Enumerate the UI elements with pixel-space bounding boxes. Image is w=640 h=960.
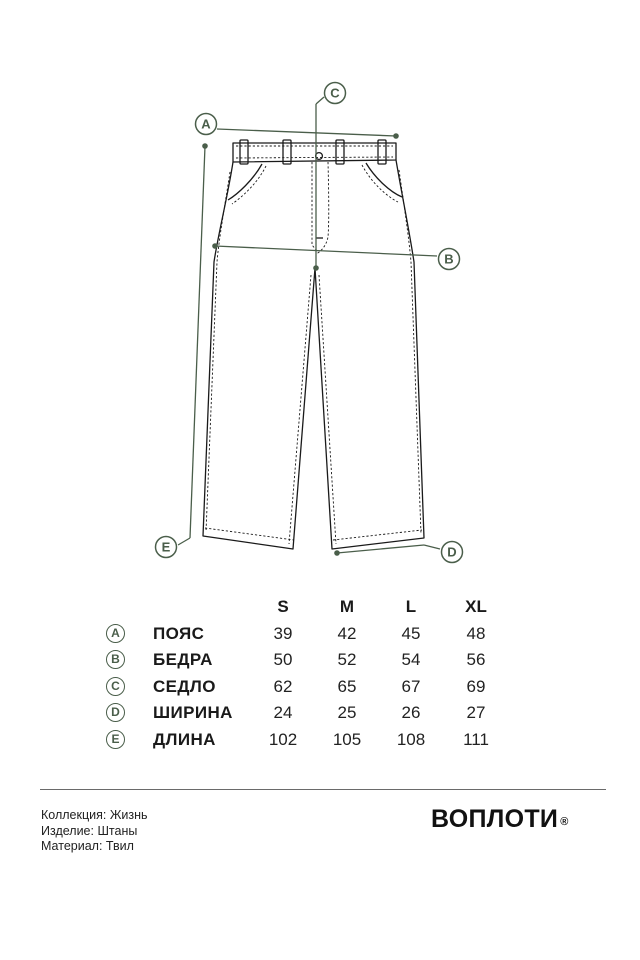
row-letter-badge: A: [106, 624, 125, 643]
svg-text:D: D: [447, 544, 457, 560]
value-s: 24: [273, 703, 293, 722]
callout-a: [196, 114, 217, 135]
size-table: [100, 594, 520, 753]
value-l: 67: [401, 676, 421, 696]
size-table-header: [100, 594, 520, 621]
value-s: 62: [273, 676, 293, 696]
value-xl: 27: [466, 703, 486, 722]
row-measure-name: БЕДРА: [153, 650, 213, 669]
value-xl: 48: [466, 623, 486, 643]
footer-divider: [40, 789, 606, 790]
svg-text:E: E: [161, 539, 171, 555]
callout-e: [156, 537, 177, 558]
measure-e-length: [178, 143, 208, 545]
row-letter-badge: D: [106, 703, 125, 722]
value-m: 25: [337, 703, 357, 722]
measure-a-waist: [217, 129, 399, 139]
value-m: 42: [337, 623, 357, 643]
value-xl: 69: [466, 676, 486, 696]
value-s: 102: [268, 729, 298, 749]
measure-c-rise: [313, 97, 324, 271]
brand-name: ВОПЛОТИ: [431, 805, 559, 833]
svg-text:A: A: [201, 116, 211, 132]
callout-d: [442, 542, 463, 563]
value-m: 52: [337, 650, 357, 669]
size-row-waist: [100, 621, 520, 648]
brand-logo: [431, 805, 569, 834]
callout-b: [439, 249, 460, 270]
callout-c: [325, 83, 346, 104]
size-header-s: S: [277, 597, 289, 616]
size-header-xl: XL: [465, 597, 487, 616]
material-label: Материал: Твил: [41, 839, 134, 853]
size-row-hips: [100, 647, 520, 674]
value-xl: 111: [463, 729, 489, 749]
value-m: 105: [332, 729, 362, 749]
collection-label: Коллекция: Жизнь: [41, 808, 148, 822]
row-letter-badge: E: [106, 730, 125, 749]
size-row-rise: [100, 674, 520, 701]
size-header-m: M: [339, 597, 355, 616]
registered-mark-icon: ®: [560, 816, 569, 828]
row-measure-name: ДЛИНА: [153, 729, 216, 749]
row-measure-name: СЕДЛО: [153, 676, 216, 696]
row-letter-badge: C: [106, 677, 125, 696]
value-l: 26: [401, 703, 421, 722]
row-letter-badge: B: [106, 650, 125, 669]
value-m: 65: [337, 676, 357, 696]
svg-text:C: C: [330, 85, 340, 101]
svg-text:B: B: [444, 251, 454, 267]
value-l: 45: [401, 623, 421, 643]
size-row-width: [100, 700, 520, 727]
measure-b-hips: [212, 243, 437, 256]
value-xl: 56: [466, 650, 486, 669]
value-s: 39: [273, 623, 293, 643]
value-s: 50: [273, 650, 293, 669]
row-measure-name: ШИРИНА: [153, 703, 233, 722]
item-label: Изделие: Штаны: [41, 823, 138, 838]
product-meta: [41, 808, 148, 855]
row-measure-name: ПОЯС: [153, 623, 205, 643]
value-l: 54: [401, 650, 421, 669]
size-header-l: L: [405, 597, 417, 616]
size-row-length: [100, 727, 520, 754]
pants-outline: [203, 140, 424, 549]
value-l: 108: [396, 729, 426, 749]
